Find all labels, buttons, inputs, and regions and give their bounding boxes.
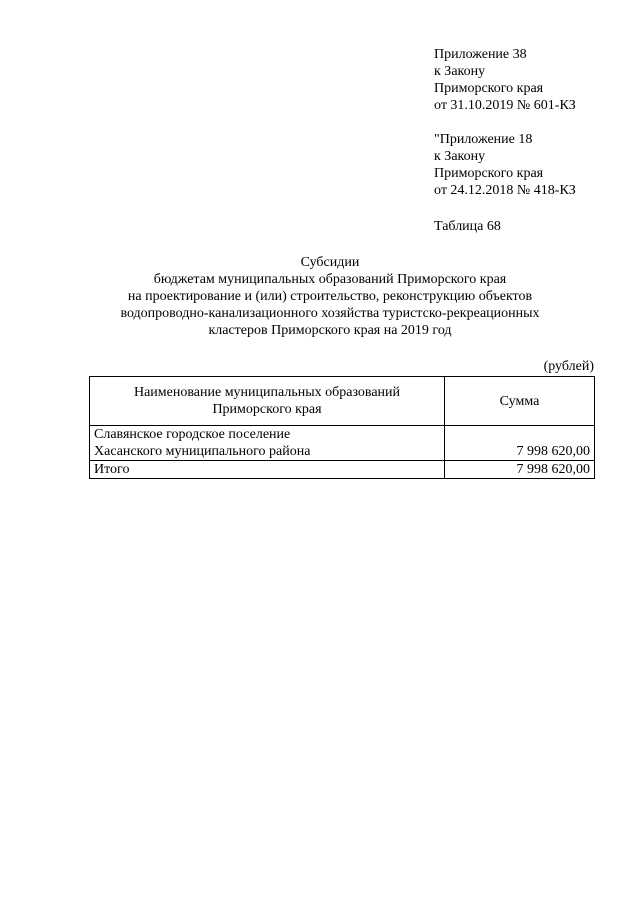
document-title	[80, 254, 580, 339]
table-row	[90, 426, 595, 461]
table-header-row	[90, 377, 595, 426]
table-number: Таблица 68	[434, 219, 501, 234]
title-line: Субсидии	[300, 255, 360, 270]
appendix-18-line: Приморского края	[434, 166, 544, 181]
row-name	[90, 426, 445, 461]
title-line: кластеров Приморского края на 2019 год	[208, 323, 452, 338]
total-sum: 7 998 620,00	[445, 461, 595, 479]
row-name-line: Хасанского муниципального района	[94, 444, 311, 459]
appendix-38-line: Приморского края	[434, 81, 544, 96]
header-name-line: Наименование муниципальных образований	[133, 385, 401, 400]
title-line: водопроводно-канализационного хозяйства туристско-рекреационных	[120, 306, 540, 321]
subsidy-table	[89, 376, 595, 479]
header-name	[90, 377, 445, 426]
total-label: Итого	[90, 461, 445, 479]
title-line: на проектирование и (или) строительство, реконструкцию объектов	[127, 289, 533, 304]
title-line: бюджетам муниципальных образований Приморского края	[153, 272, 507, 287]
appendix-38-header	[434, 46, 624, 114]
row-sum: 7 998 620,00	[445, 426, 595, 461]
row-name-line: Славянское городское поселение	[94, 427, 291, 442]
unit-label: (рублей)	[543, 359, 594, 374]
appendix-38-line: от 31.10.2019 № 601-КЗ	[434, 98, 576, 113]
appendix-18-line: к Закону	[434, 149, 486, 164]
appendix-18-line: "Приложение 18	[434, 132, 533, 147]
total-row	[90, 461, 595, 479]
appendix-18-header	[434, 131, 624, 199]
header-name-line: Приморского края	[212, 402, 322, 417]
appendix-38-line: Приложение 38	[434, 47, 527, 62]
appendix-38-line: к Закону	[434, 64, 486, 79]
header-sum: Сумма	[445, 377, 595, 426]
appendix-18-line: от 24.12.2018 № 418-КЗ	[434, 183, 576, 198]
